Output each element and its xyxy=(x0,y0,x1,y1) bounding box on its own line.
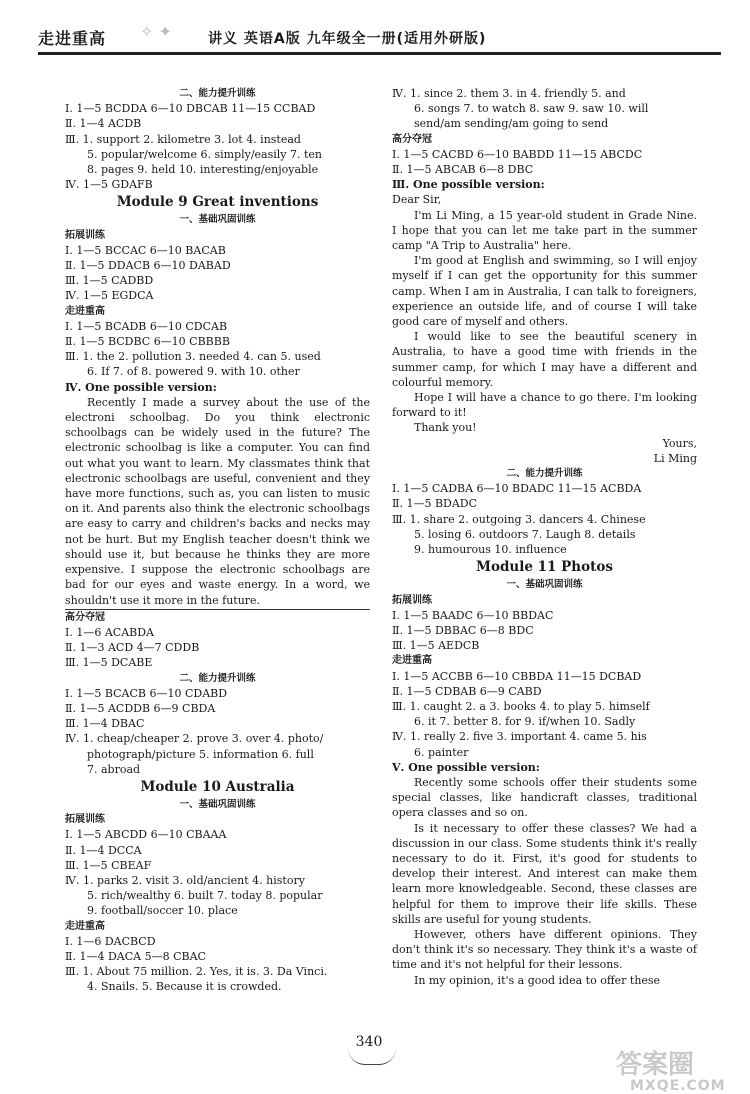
answer-line: Ⅳ. 1—5 GDAFB xyxy=(65,178,153,192)
answer-line: Ⅲ. 1—5 DCABE xyxy=(65,656,153,670)
answer-line: 9. humourous 10. influence xyxy=(414,543,567,557)
subsection-label: 走进重高 xyxy=(392,655,432,667)
book-title: 讲义 英语A版 九年级全一册(适用外研版) xyxy=(208,31,487,47)
section-heading: 一、基础巩固训练 xyxy=(179,798,256,810)
answer-line: 5. rich/wealthy 6. built 7. today 8. popular xyxy=(87,889,323,903)
page-footer xyxy=(0,1030,750,1094)
answer-line: Ⅳ. 1. parks 2. visit 3. old/ancient 4. history xyxy=(65,873,305,887)
page-number-ornament xyxy=(348,1048,396,1065)
page-number: 340 xyxy=(355,1034,383,1050)
answer-line: Ⅱ. 1—4 DACA 5—8 CBAC xyxy=(65,949,206,963)
answer-line: 8. pages 9. held 10. interesting/enjoyable xyxy=(87,163,319,177)
answer-line: Ⅲ. 1. About 75 million. 2. Yes, it is. 3. Da Vinci. xyxy=(65,965,328,979)
essay-paragraph: However, others have different opinions. They don't think it's so necessary. They think it's a waste of time and it's not helpful for their lessons. xyxy=(392,927,697,972)
answer-line: Ⅱ. 1—5 DBBAC 6—8 BDC xyxy=(392,623,534,637)
answer-line: Ⅱ. 1—5 BCDBC 6—10 CBBBB xyxy=(65,335,230,349)
subsection-label: 走进重高 xyxy=(65,305,105,317)
brand-title: 走进重高 xyxy=(38,29,107,48)
answer-line: Ⅰ. 1—5 BCACB 6—10 CDABD xyxy=(65,686,228,700)
answer-line: 6. painter xyxy=(414,745,469,759)
right-column xyxy=(392,86,697,988)
answer-line: Ⅳ. 1—5 EGDCA xyxy=(65,289,154,303)
essay-paragraph: In my opinion, it's a good idea to offer these xyxy=(414,973,661,987)
answer-line: send/am sending/am going to send xyxy=(414,117,609,131)
essay-paragraph: I'm Li Ming, a 15 year-old student in Grade Nine. I hope that you can let me take part in the summer camp "A Trip to Australia" here. xyxy=(392,208,697,253)
answer-line: Ⅲ. 1—5 CBEAF xyxy=(65,858,152,872)
letter-signoff: Yours, xyxy=(662,436,697,450)
version-heading: Ⅲ. One possible version: xyxy=(392,178,545,192)
answer-line: Ⅲ. 1. share 2. outgoing 3. dancers 4. Chinese xyxy=(392,512,646,526)
subsection-label: 拓展训练 xyxy=(65,229,105,241)
answer-line: 5. popular/welcome 6. simply/easily 7. ten xyxy=(87,147,323,161)
watermark-url: MXQE.COM xyxy=(630,1078,726,1094)
answer-line: Ⅰ. 1—5 ABCDD 6—10 CBAAA xyxy=(65,828,227,842)
answer-line: Ⅱ. 1—5 ABCAB 6—8 DBC xyxy=(392,163,534,177)
answer-line: Ⅲ. 1. the 2. pollution 3. needed 4. can 5. used xyxy=(65,350,321,364)
decoration-icon: ✧ ✦ xyxy=(140,22,172,41)
essay-paragraph: Thank you! xyxy=(414,421,477,435)
answer-line: 6. If 7. of 8. powered 9. with 10. other xyxy=(87,365,300,379)
answer-line: Ⅰ. 1—5 BAADC 6—10 BBDAC xyxy=(392,608,554,622)
answer-line: Ⅰ. 1—6 DACBCD xyxy=(65,934,156,948)
answer-line: Ⅲ. 1—5 AEDCB xyxy=(392,639,480,653)
answer-line: Ⅱ. 1—5 DDACB 6—10 DABAD xyxy=(65,259,231,273)
answer-line: Ⅰ. 1—5 BCADB 6—10 CDCAB xyxy=(65,319,228,333)
subsection-label: 拓展训练 xyxy=(65,814,105,826)
section-heading: 一、基础巩固训练 xyxy=(179,214,256,226)
module-title: Module 11 Photos xyxy=(476,559,613,576)
essay-paragraph: Is it necessary to offer these classes? We had a discussion in our class. Some students think it's really necessary to do it. First, it's good for students to develop their interest. And interest can make them learn more knowledgeable. Second, these classes are helpful for them to improve their life skills. These skills are useful for young students. xyxy=(392,821,697,926)
letter-signoff: Li Ming xyxy=(653,451,697,465)
answer-line: Ⅲ. 1. support 2. kilometre 3. lot 4. instead xyxy=(65,132,301,146)
answer-line: Ⅲ. 1. caught 2. a 3. books 4. to play 5. himself xyxy=(392,699,650,713)
section-heading: 二、能力提升训练 xyxy=(179,88,256,99)
answer-line: Ⅲ. 1—4 DBAC xyxy=(65,717,145,731)
answer-line: 6. songs 7. to watch 8. saw 9. saw 10. will xyxy=(414,102,649,116)
answer-line: Ⅱ. 1—5 CDBAB 6—9 CABD xyxy=(392,684,542,698)
answer-line: Dear Sir, xyxy=(392,193,442,207)
answer-line: Ⅰ. 1—5 BCCAC 6—10 BACAB xyxy=(65,243,226,257)
answer-line: photograph/picture 5. information 6. full xyxy=(87,747,314,761)
answer-line: 6. it 7. better 8. for 9. if/when 10. Sadly xyxy=(414,715,636,729)
answer-line: Ⅱ. 1—5 ACDDB 6—9 CBDA xyxy=(65,701,216,715)
left-column xyxy=(65,86,370,995)
answer-line: Ⅱ. 1—4 ACDB xyxy=(65,117,142,131)
module-title: Module 9 Great inventions xyxy=(116,194,319,211)
answer-line: Ⅰ. 1—5 CADBA 6—10 BDADC 11—15 ACBDA xyxy=(392,482,642,496)
answer-line: Ⅱ. 1—3 ACD 4—7 CDDB xyxy=(65,641,200,655)
answer-line: 9. football/soccer 10. place xyxy=(87,904,238,918)
essay-paragraph: Hope I will have a chance to go there. I'm looking forward to it! xyxy=(392,391,697,420)
essay-paragraph: I would like to see the beautiful scenery in Australia, to have a good time with friends in the summer camp, for which I may have a different and colourful memory. xyxy=(392,330,697,389)
answer-line: Ⅳ. 1. really 2. five 3. important 4. came 5. his xyxy=(392,730,647,744)
essay-paragraph: Recently some schools offer their students some special classes, like handicraft classes, traditional opera classes and so on. xyxy=(392,775,697,820)
answer-line: Ⅳ. 1. since 2. them 3. in 4. friendly 5. and xyxy=(392,87,626,100)
page-header xyxy=(0,0,750,62)
essay-paragraph: Recently I made a survey about the use of the electroni schoolbag. Do you think electronic schoolbags can be widely used in the future? The electronic schoolbag is like a computer. You can find out what you want to learn. My classmates think that electronic schoolbags are useful, convenient and they have more functions, such as, you can listen to music on it. And parents also think the electronic schoolbags are easy to carry and children's backs and necks may not be hurt. But my English teacher doesn't think we should use it, but because he thinks they are more expensive. I suppose the electronic schoolbags are bad for our eyes and waste energy. In a word, we shouldn't use it more in the future. xyxy=(65,395,370,610)
answer-line: Ⅰ. 1—5 ACCBB 6—10 CBBDA 11—15 DCBAD xyxy=(392,669,642,683)
answer-line: Ⅱ. 1—5 BDADC xyxy=(392,497,478,511)
watermark-logo: 答案圈 xyxy=(616,1050,695,1080)
essay-paragraph: I'm good at English and swimming, so I will enjoy myself if I can get the opportunity for this summer camp. When I am in Australia, I can talk to foreigners, experience an outside life, and of course I will take good care of myself and others. xyxy=(392,254,697,329)
answer-line: Ⅰ. 1—6 ACABDA xyxy=(65,625,154,639)
answer-line: 4. Snails. 5. Because it is crowded. xyxy=(87,980,282,994)
answer-line: Ⅲ. 1—5 CADBD xyxy=(65,274,154,288)
section-heading: 二、能力提升训练 xyxy=(179,672,256,684)
answer-line: Ⅱ. 1—4 DCCA xyxy=(65,843,142,857)
subsection-label: 高分夺冠 xyxy=(392,133,432,145)
subsection-label: 高分夺冠 xyxy=(65,611,105,623)
version-heading: Ⅴ. One possible version: xyxy=(392,760,540,774)
answer-line: Ⅰ. 1—5 BCDDA 6—10 DBCAB 11—15 CCBAD xyxy=(65,102,316,116)
answer-line: Ⅳ. 1. cheap/cheaper 2. prove 3. over 4. photo/ xyxy=(65,732,324,746)
section-heading: 二、能力提升训练 xyxy=(506,468,583,480)
answer-line: Ⅰ. 1—5 CACBD 6—10 BABDD 11—15 ABCDC xyxy=(392,147,643,161)
version-heading: Ⅳ. One possible version: xyxy=(65,380,217,394)
header-rule xyxy=(38,52,721,55)
subsection-label: 拓展训练 xyxy=(392,594,432,606)
subsection-label: 走进重高 xyxy=(65,920,105,932)
answer-line: 7. abroad xyxy=(87,762,141,776)
section-heading: 一、基础巩固训练 xyxy=(506,579,583,591)
module-title: Module 10 Australia xyxy=(140,778,295,795)
answer-line: 5. losing 6. outdoors 7. Laugh 8. details xyxy=(414,527,636,541)
